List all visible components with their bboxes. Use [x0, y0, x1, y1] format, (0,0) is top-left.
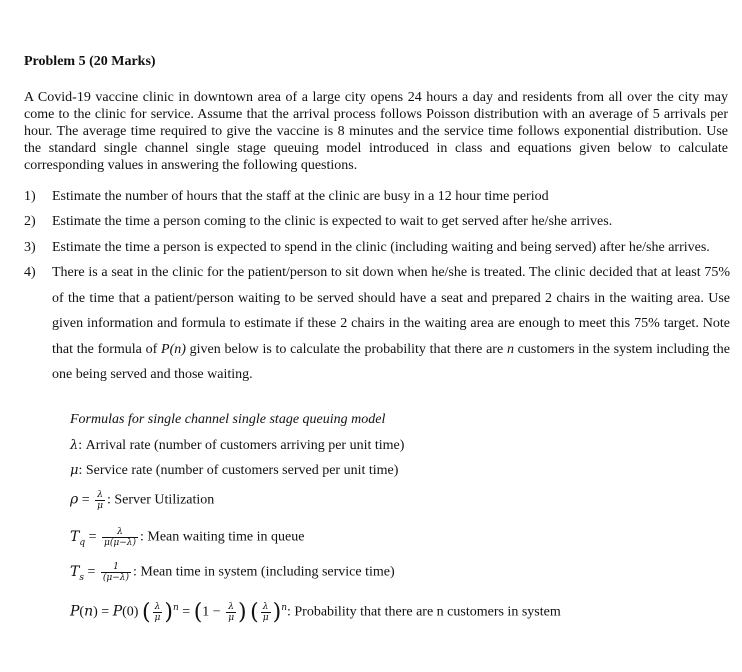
formula-heading: Formulas for single channel single stage queuing model: [70, 412, 386, 427]
problem-intro: A Covid-19 vaccine clinic in downtown area of a large city opens 24 hours a day and residents from all over the city may come to the clinic for service. Assume that the arrival process follows Poisson distribution with an average of 5 arrivals per hour. The average time required to give the vaccine is 8 minutes and the service time follows exponential distribution. Use the standard single channel single stage queuing model introduced in class and equations given below to calculate corresponding values in answering the following questions.: [24, 90, 728, 173]
ts-formula: $T_s$ = $\frac{1}{(\mu-\lambda)}$ : Mean time in system (including service time): [70, 562, 395, 583]
question-number: 4): [24, 265, 36, 280]
question-text: There is a seat in the clinic for the patient/person to sit down when he/she is treated. The clinic decided that at least 75% of the time that a patient/person waiting to be served should have a seat and prepared 2 chairs in the waiting area. Use given information and formula to estimate if these 2 chairs in the waiting area are enough to meet this 75% target. Note that the formula of P(n) given below is to calculate the probability that there are n customers in the system including the one being served and those waiting.: [52, 265, 731, 382]
question-text: Estimate the time a person is expected to spend in the clinic (including waiting and being served) after he/she arrives.: [52, 240, 710, 255]
rho-formula: ρ = $\frac{\lambda}{\mu}$ : Server Utilization: [70, 490, 215, 511]
question-number: 3): [24, 240, 36, 255]
question-3: [24, 235, 730, 261]
tq-formula: $T_q$ = $\frac{\lambda}{\mu(\mu-\lambda)}$ : Mean waiting time in queue: [70, 527, 305, 548]
mu-definition: μ: Service rate (number of customers served per unit time): [70, 463, 399, 478]
question-number: 1): [24, 189, 36, 204]
question-text: Estimate the time a person coming to the clinic is expected to wait to get served after he/she arrives.: [52, 214, 613, 229]
question-text: Estimate the number of hours that the staff at the clinic are busy in a 12 hour time period: [52, 189, 549, 204]
question-4: [24, 260, 730, 388]
question-1: [24, 184, 730, 210]
question-2: [24, 209, 730, 235]
lambda-definition: λ: Arrival rate (number of customers arriving per unit time): [70, 438, 405, 453]
problem-title: Problem 5 (20 Marks): [24, 54, 156, 69]
pn-formula: P(n) = P(0) ( $\frac{\lambda}{\mu}$ )$^n$ = (1 − $\frac{\lambda}{\mu}$ ) ( $\frac{\lambda}{\mu}$ )$^n$: Probability that there are n customers in system: [70, 600, 561, 625]
question-number: 2): [24, 214, 36, 229]
